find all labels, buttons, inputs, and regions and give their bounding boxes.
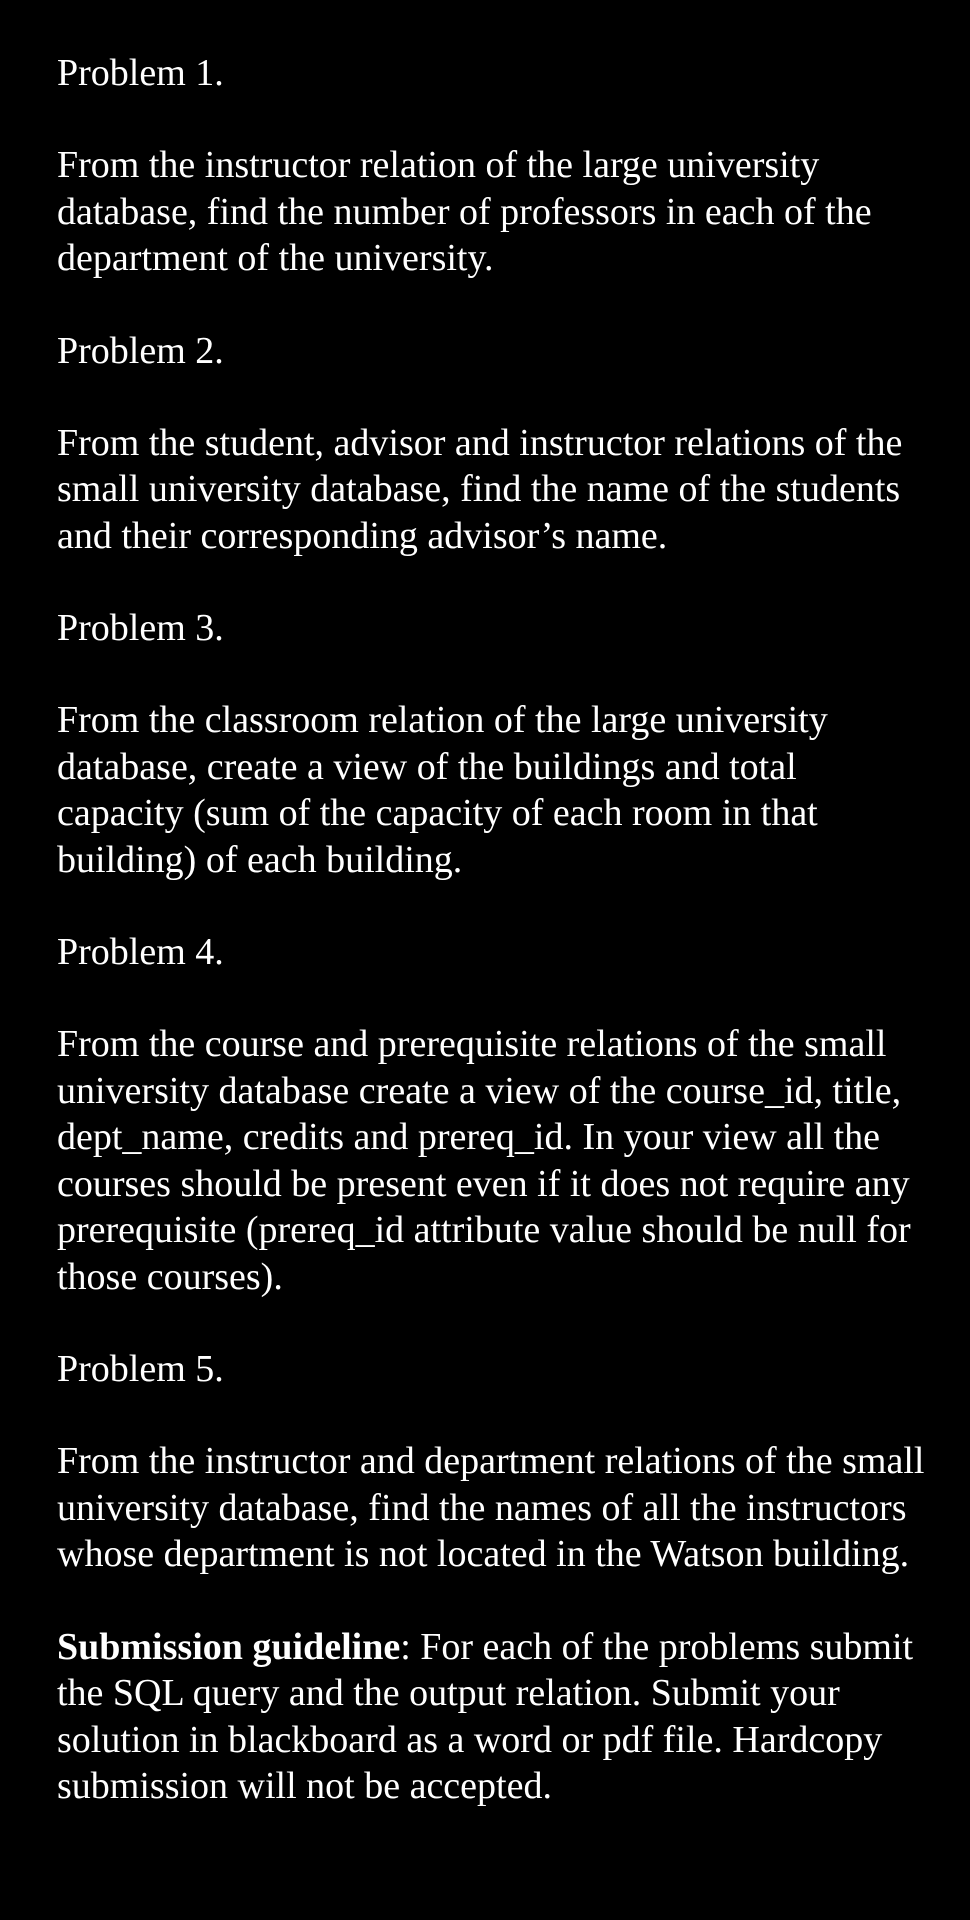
problem-text: From the instructor and department relations of the small university database, find the names of all the instructors whose department is not located in the Watson building.	[57, 1440, 925, 1575]
problem-text: From the student, advisor and instructor relations of the small university database, find the name of the students and their corresponding advisor’s name.	[57, 421, 903, 557]
guideline-separator: :	[400, 1625, 421, 1668]
problem-1	[57, 50, 930, 282]
problem-4	[57, 929, 930, 1300]
problem-2	[57, 328, 930, 560]
submission-guideline	[57, 1624, 930, 1810]
guideline-label: Submission guideline	[57, 1625, 401, 1668]
guideline-text: For each of the problems submit the SQL query and the output relation. Submit your solution in blackboard as a word or pdf file. Hardcopy submission will not be accepted.	[57, 1625, 914, 1807]
problem-3	[57, 605, 930, 883]
problem-heading: Problem 5.	[57, 1348, 224, 1390]
problem-heading: Problem 2.	[57, 329, 224, 372]
problem-heading: Problem 3.	[57, 607, 224, 649]
problem-heading: Problem 4.	[57, 931, 224, 973]
problem-5	[57, 1346, 930, 1578]
problem-heading: Problem 1.	[57, 52, 224, 94]
problem-text: From the classroom relation of the large university database, create a view of the buildings and total capacity (sum of the capacity of each room in that building) of each building.	[57, 699, 828, 881]
problem-text: From the instructor relation of the large university database, find the number of professors in each of the department of the university.	[57, 144, 872, 279]
problem-text: From the course and prerequisite relations of the small university database create a view of the course_id, title, dept_name, credits and prereq_id. In your view all the courses should be present even if it does not require any prerequisite (prereq_id attribute value should be null for those courses).	[57, 1023, 911, 1298]
